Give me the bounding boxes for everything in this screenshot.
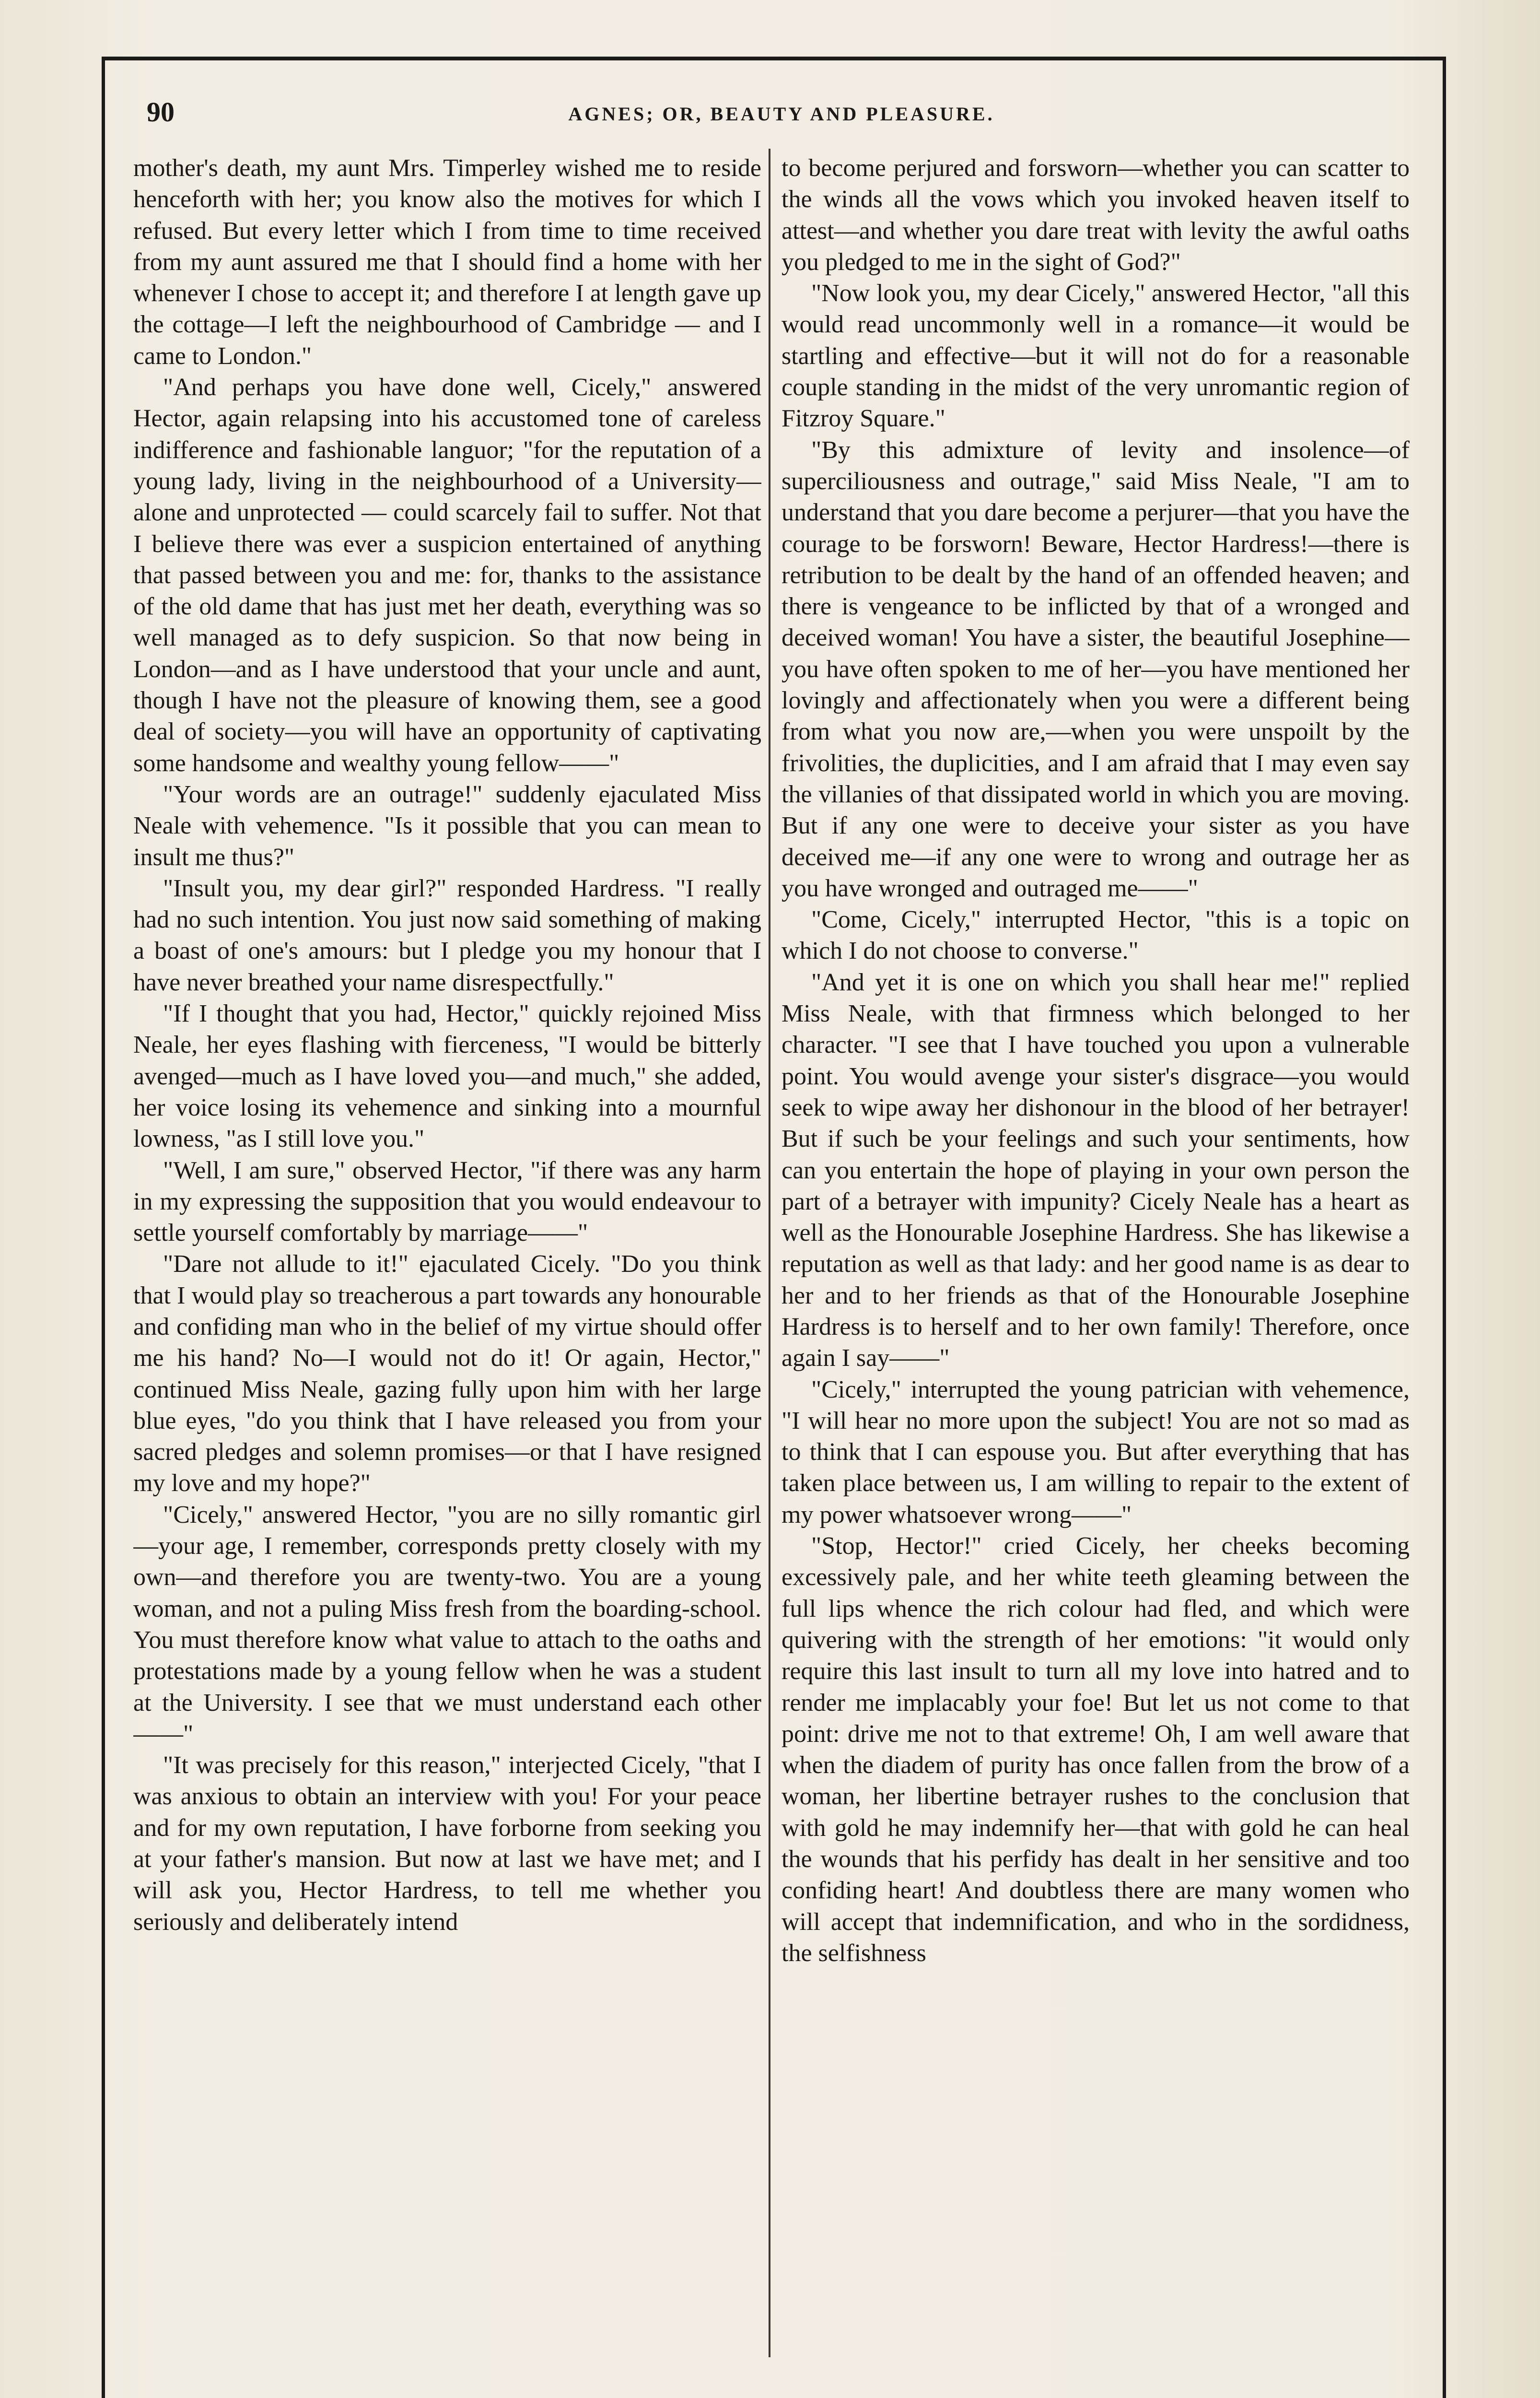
paragraph: "Insult you, my dear girl?" responded Hardress. "I really had no such intention. You just now said something of making a boast of one's amours: but I pledge you my honour that I have never breathed your name disrespectfully." bbox=[133, 874, 761, 996]
paragraph: "It was precisely for this reason," interjected Cicely, "that I was anxious to obtain an interview with you! For your peace and for my own reputation, I have forborne from seeking you at your father's mansion. But now at last we have met; and I will ask you, Hector Hardress, to tell me whether you seriously and deliberately intend bbox=[133, 1751, 761, 1936]
running-title: AGNES; OR, BEAUTY AND PLEASURE. bbox=[568, 103, 995, 125]
paragraph: "By this admixture of levity and insolence—of superciliousness and outrage," said Miss Neale, "I am to understand that you dare become a perjurer—that you have the courage to be forsworn! Beware, Hector Hardress!—there is retribution to be dealt by the hand of an offended heaven; and there is vengeance to be inflicted by that of a wronged and deceived woman! You have a sister, the beautiful Josephine—you have often spoken to me of her—you have mentioned her lovingly and affectionately when you were a different being from what you now are,—when you were unspoilt by the frivolities, the duplicities, and I am afraid that I may even say the villanies of that dissipated world in which you are moving. But if any one were to deceive your sister as you have deceived me—if any one were to wrong and outrage her as you have wronged and outraged me——" bbox=[782, 436, 1410, 902]
paragraph: to become perjured and forsworn—whether you can scatter to the winds all the vows which you invoked heaven itself to attest—and whether you dare treat with levity the awful oaths you pledged to me in the sight of God?" bbox=[782, 154, 1410, 276]
right-column bbox=[782, 153, 1410, 2359]
paragraph: "And perhaps you have done well, Cicely," answered Hector, again relapsing into his accustomed tone of careless indifference and fashionable languor; "for the reputation of a young lady, living in the neighbourhood of a University—alone and unprotected — could scarcely fail to suffer. Not that I believe there was ever a suspicion entertained of anything that passed between you and me: for, thanks to the assistance of the old dame that has just met her death, everything was so well managed as to defy suspicion. So that now being in London—and as I have understood that your uncle and aunt, though I have not the pleasure of knowing them, see a good deal of society—you will have an opportunity of captivating some handsome and wealthy young fellow——" bbox=[133, 374, 761, 777]
paragraph: "Your words are an outrage!" suddenly ejaculated Miss Neale with vehemence. "Is it possible that you can mean to insult me thus?" bbox=[133, 780, 761, 871]
paragraph: "Now look you, my dear Cicely," answered Hector, "all this would read uncommonly well in a romance—it would be startling and effective—but it will not do for a reasonable couple standing in the midst of the very unromantic region of Fitzroy Square." bbox=[782, 280, 1410, 433]
running-header bbox=[144, 96, 1419, 139]
paragraph: "Come, Cicely," interrupted Hector, "this is a topic on which I do not choose to converse." bbox=[782, 906, 1410, 965]
paragraph: "Dare not allude to it!" ejaculated Cicely. "Do you think that I would play so treacherous a part towards any honourable and confiding man who in the belief of my virtue should offer me his hand? No—I would not do it! Or again, Hector," continued Miss Neale, gazing fully upon him with her large blue eyes, "do you think that I have released you from your sacred pledges and solemn promises—or that I have resigned my love and my hope?" bbox=[133, 1250, 761, 1497]
paragraph: mother's death, my aunt Mrs. Timperley wished me to reside henceforth with her; you know also the motives for which I refused. But every letter which I from time to time received from my aunt assured me that I should find a home with her whenever I chose to accept it; and therefore I at length gave up the cottage—I left the neighbourhood of Cambridge — and I came to London." bbox=[133, 154, 761, 370]
column-divider bbox=[769, 149, 770, 2357]
paragraph: "Cicely," answered Hector, "you are no silly romantic girl—your age, I remember, corresponds pretty closely with my own—and therefore you are twenty-two. You are a young woman, and not a puling Miss fresh from the boarding-school. You must therefore know what value to attach to the oaths and protestations made by a young fellow when he was a student at the University. I see that we must understand each other——" bbox=[133, 1501, 761, 1748]
paragraph: "Cicely," interrupted the young patrician with vehemence, "I will hear no more upon the subject! You are not so mad as to think that I can espouse you. But after everything that has taken place between us, I am willing to repair to the extent of my power whatsoever wrong——" bbox=[782, 1375, 1410, 1528]
top-rule bbox=[102, 57, 1444, 60]
paragraph: "Stop, Hector!" cried Cicely, her cheeks becoming excessively pale, and her white teeth gleaming between the full lips whence the rich colour had fled, and which were quivering with the strength of her emotions: "it would only require this last insult to turn all my love into hatred and to render me implacably your foe! But let us not come to that point: drive me not to that extreme! Oh, I am well aware that when the diadem of purity has once fallen from the brow of a woman, her libertine betrayer rushes to the conclusion that with gold he may indemnify her—that with gold he can heal the wounds that his perfidy has dealt in her sensitive and too confiding heart! And doubtless there are many women who will accept that indemnification, and who in the sordidness, the selfishness bbox=[782, 1532, 1410, 1967]
left-column bbox=[133, 153, 761, 2359]
page-number: 90 bbox=[147, 96, 175, 128]
paragraph: "Well, I am sure," observed Hector, "if there was any harm in my expressing the supposition that you would endeavour to settle yourself comfortably by marriage——" bbox=[133, 1156, 761, 1247]
paragraph: "And yet it is one on which you shall hear me!" replied Miss Neale, with that firmness which belonged to her character. "I see that I have touched you upon a vulnerable point. You would avenge your sister's disgrace—you would seek to wipe away her dishonour in the blood of her betrayer! But if such be your feelings and such your sentiments, how can you entertain the hope of playing in your own person the part of a betrayer with impunity? Cicely Neale has a heart as well as the Honourable Josephine Hardress. She has likewise a reputation as well as that lady: and her good name is as dear to her and to her friends as that of the Honourable Josephine Hardress is to herself and to her own family! Therefore, once again I say——" bbox=[782, 968, 1410, 1372]
paragraph: "If I thought that you had, Hector," quickly rejoined Miss Neale, her eyes flashing with fierceness, "I would be bitterly avenged—much as I have loved you—and much," she added, her voice losing its vehemence and sinking into a mournful lowness, "as I still love you." bbox=[133, 1000, 761, 1153]
